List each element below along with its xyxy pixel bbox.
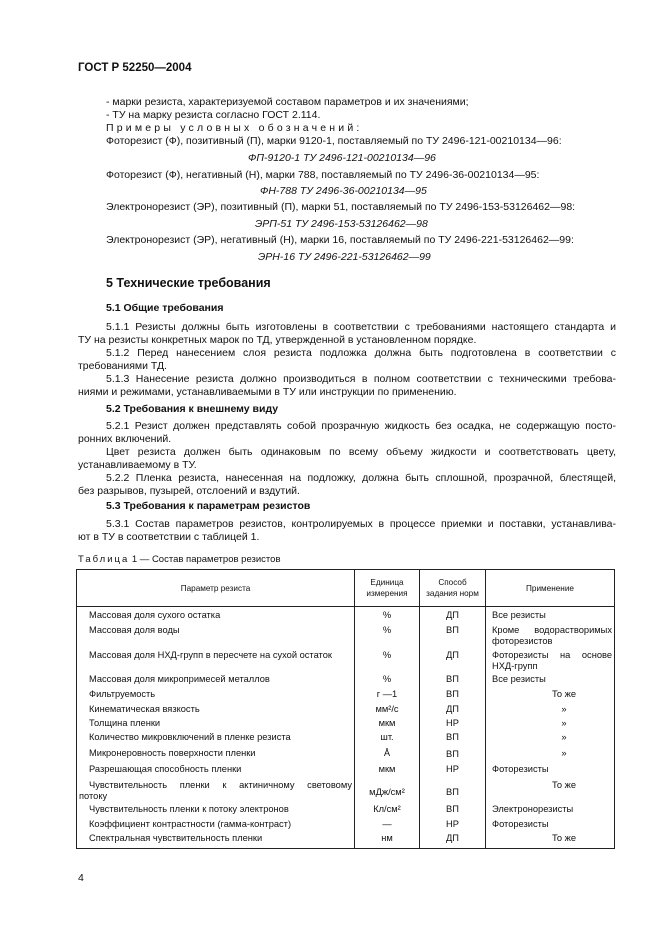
cell-unit: мкм: [355, 718, 420, 732]
document-header: ГОСТ Р 52250—2004: [78, 62, 192, 74]
table-caption-word: Таблица: [78, 554, 130, 565]
cell-usage: [486, 623, 615, 648]
cell-unit: %: [355, 648, 420, 674]
cell-unit: %: [355, 607, 420, 623]
usage-line: Фоторезисты на основе: [492, 649, 612, 660]
paragraph-line: ниями и режимами, устанавливаемыми в ТУ или инструкции по применению.: [78, 386, 457, 398]
paragraph-line: 5.2.1 Резист должен представлять собой прозрачную жидкость без осадка, не содержащую посто-: [106, 420, 616, 432]
example-text: Фоторезист (Ф), позитивный (П), марки 9120-1, поставляемый по ТУ 2496-121-00210134—96:: [106, 135, 562, 147]
table-row: [77, 704, 615, 718]
cell-usage: То же: [486, 833, 615, 849]
table-row: [77, 764, 615, 779]
cell-method: ДП: [420, 648, 486, 674]
example-text: Электронорезист (ЭР), негативный (Н), марки 16, поставляемый по ТУ 2496-221-53126462—99:: [106, 234, 574, 246]
table-caption-text: 1 — Состав параметров резистов: [129, 554, 281, 565]
cell-unit: мм²/с: [355, 704, 420, 718]
table-row: [77, 689, 615, 704]
table-row: [77, 833, 615, 849]
table-row: [77, 623, 615, 648]
cell-unit: г —1: [355, 689, 420, 704]
cell-method: НР: [420, 819, 486, 833]
header-param: Параметр резиста: [77, 570, 355, 607]
header-method: Способ задания норм: [420, 570, 486, 607]
cell-method: ВП: [420, 804, 486, 819]
cell-usage: Электронорезисты: [486, 804, 615, 819]
intro-line: - ТУ на марку резиста согласно ГОСТ 2.114.: [106, 109, 321, 121]
cell-param: Спектральная чувствительность пленки: [77, 833, 355, 849]
paragraph-line: Цвет резиста должен быть одинаковым по всему объему жидкости и соответствовать цвету,: [106, 446, 616, 458]
cell-param: Кинематическая вязкость: [77, 704, 355, 718]
cell-usage: Фоторезисты: [486, 764, 615, 779]
usage-line: НХД-групп: [492, 660, 538, 671]
cell-param: Массовая доля сухого остатка: [77, 607, 355, 623]
cell-param: Массовая доля микропримесей металлов: [77, 674, 355, 689]
example-code: ЭРН-16 ТУ 2496-221-53126462—99: [258, 251, 431, 263]
table-row: [77, 674, 615, 689]
table-row: [77, 718, 615, 732]
param-line: Чувствительность пленки к актиничному световому: [89, 779, 352, 790]
cell-method: ДП: [420, 704, 486, 718]
cell-param: Массовая доля воды: [77, 623, 355, 648]
subsection-title: 5.2 Требования к внешнему виду: [106, 403, 279, 415]
cell-method: ДП: [420, 607, 486, 623]
cell-usage: Все резисты: [486, 674, 615, 689]
table-row: [77, 648, 615, 674]
table-row: [77, 607, 615, 623]
table-row: [77, 732, 615, 746]
usage-line: фоторезистов: [492, 635, 553, 646]
cell-unit: шт.: [355, 732, 420, 746]
table-row: [77, 804, 615, 819]
cell-usage: »: [486, 704, 615, 718]
cell-unit: %: [355, 674, 420, 689]
paragraph-line: ронних включений.: [78, 433, 172, 445]
paragraph-line: 5.2.2 Пленка резиста, нанесенная на подложку, должна быть сплошной, прозрачной, блестящей,: [106, 472, 616, 484]
table-row: [77, 819, 615, 833]
cell-param: Фильтруемость: [77, 689, 355, 704]
section-title: 5 Технические требования: [106, 276, 271, 290]
usage-line: Кроме водорастворимых: [492, 624, 612, 635]
cell-param: Чувствительность пленки к потоку электронов: [77, 804, 355, 819]
paragraph-line: 5.3.1 Состав параметров резистов, контролируемых в процессе приемки и поставки, устанавлива-: [106, 518, 616, 530]
cell-unit: Кл/см²: [355, 804, 420, 819]
cell-param: Разрешающая способность пленки: [77, 764, 355, 779]
table-row: [77, 779, 615, 804]
cell-usage: [486, 648, 615, 674]
cell-method: ДП: [420, 833, 486, 849]
cell-unit: %: [355, 623, 420, 648]
paragraph-line: ют в ТУ в соответствии с таблицей 1.: [78, 531, 260, 543]
paragraph-line: 5.1.3 Нанесение резиста должно производиться в полном соответствии с техническими требова-: [106, 373, 616, 385]
paragraph-line: устанавливаемому в ТУ.: [78, 459, 197, 471]
cell-usage: Все резисты: [486, 607, 615, 623]
subsection-title: 5.3 Требования к параметрам резистов: [106, 500, 311, 512]
cell-unit: мкм: [355, 764, 420, 779]
example-text: Фоторезист (Ф), негативный (Н), марки 788, поставляемый по ТУ 2496-36-00210134—95:: [106, 169, 540, 181]
paragraph-line: 5.1.2 Перед нанесением слоя резиста подложка должна быть подготовлена в соответствии с: [106, 347, 616, 359]
cell-usage: »: [486, 746, 615, 764]
page-number: 4: [78, 872, 84, 884]
cell-method: ВП: [420, 779, 486, 804]
cell-usage: То же: [486, 689, 615, 704]
cell-usage: »: [486, 732, 615, 746]
intro-line: - марки резиста, характеризуемой составом параметров и их значениями;: [106, 96, 469, 108]
cell-unit: Å: [355, 746, 420, 764]
example-text: Электронорезист (ЭР), позитивный (П), марки 51, поставляемый по ТУ 2496-153-53126462—98:: [106, 201, 576, 213]
subsection-title: 5.1 Общие требования: [106, 302, 224, 314]
parameters-table: [76, 569, 615, 849]
cell-unit: —: [355, 819, 420, 833]
example-code: ЭРП-51 ТУ 2496-153-53126462—98: [255, 218, 428, 230]
example-code: ФН-788 ТУ 2496-36-00210134—95: [260, 185, 427, 197]
cell-method: ВП: [420, 623, 486, 648]
cell-method: ВП: [420, 689, 486, 704]
table-row: [77, 746, 615, 764]
table-caption: [78, 554, 281, 565]
paragraph-line: ТУ на резисты конкретных марок по ТД, утвержденной в установленном порядке.: [78, 334, 477, 346]
example-code: ФП-9120-1 ТУ 2496-121-00210134—96: [248, 152, 436, 164]
cell-param: Массовая доля НХД-групп в пересчете на сухой остаток: [77, 648, 355, 674]
cell-usage: »: [486, 718, 615, 732]
header-unit: Единица измерения: [355, 570, 420, 607]
cell-param: [77, 779, 355, 804]
param-line: потоку: [79, 790, 108, 801]
cell-unit: мДж/см²: [355, 779, 420, 804]
header-usage: Применение: [486, 570, 615, 607]
cell-param: Микронеровность поверхности пленки: [77, 746, 355, 764]
cell-method: ВП: [420, 732, 486, 746]
cell-unit: нм: [355, 833, 420, 849]
cell-param: Толщина пленки: [77, 718, 355, 732]
cell-param: Количество микровключений в пленке резиста: [77, 732, 355, 746]
cell-param: Коэффициент контрастности (гамма-контраст): [77, 819, 355, 833]
paragraph-line: 5.1.1 Резисты должны быть изготовлены в соответствии с требованиями настоящего стандарта и: [106, 321, 616, 333]
cell-usage: То же: [486, 779, 615, 804]
cell-method: НР: [420, 764, 486, 779]
examples-heading: Примеры условных обозначений:: [106, 122, 363, 134]
cell-method: ВП: [420, 746, 486, 764]
cell-method: НР: [420, 718, 486, 732]
cell-method: ВП: [420, 674, 486, 689]
paragraph-line: требованиями ТД.: [78, 360, 167, 372]
cell-usage: Фоторезисты: [486, 819, 615, 833]
table-header-row: [77, 570, 615, 607]
paragraph-line: без разрывов, пузырей, отслоений и вздутий.: [78, 485, 300, 497]
